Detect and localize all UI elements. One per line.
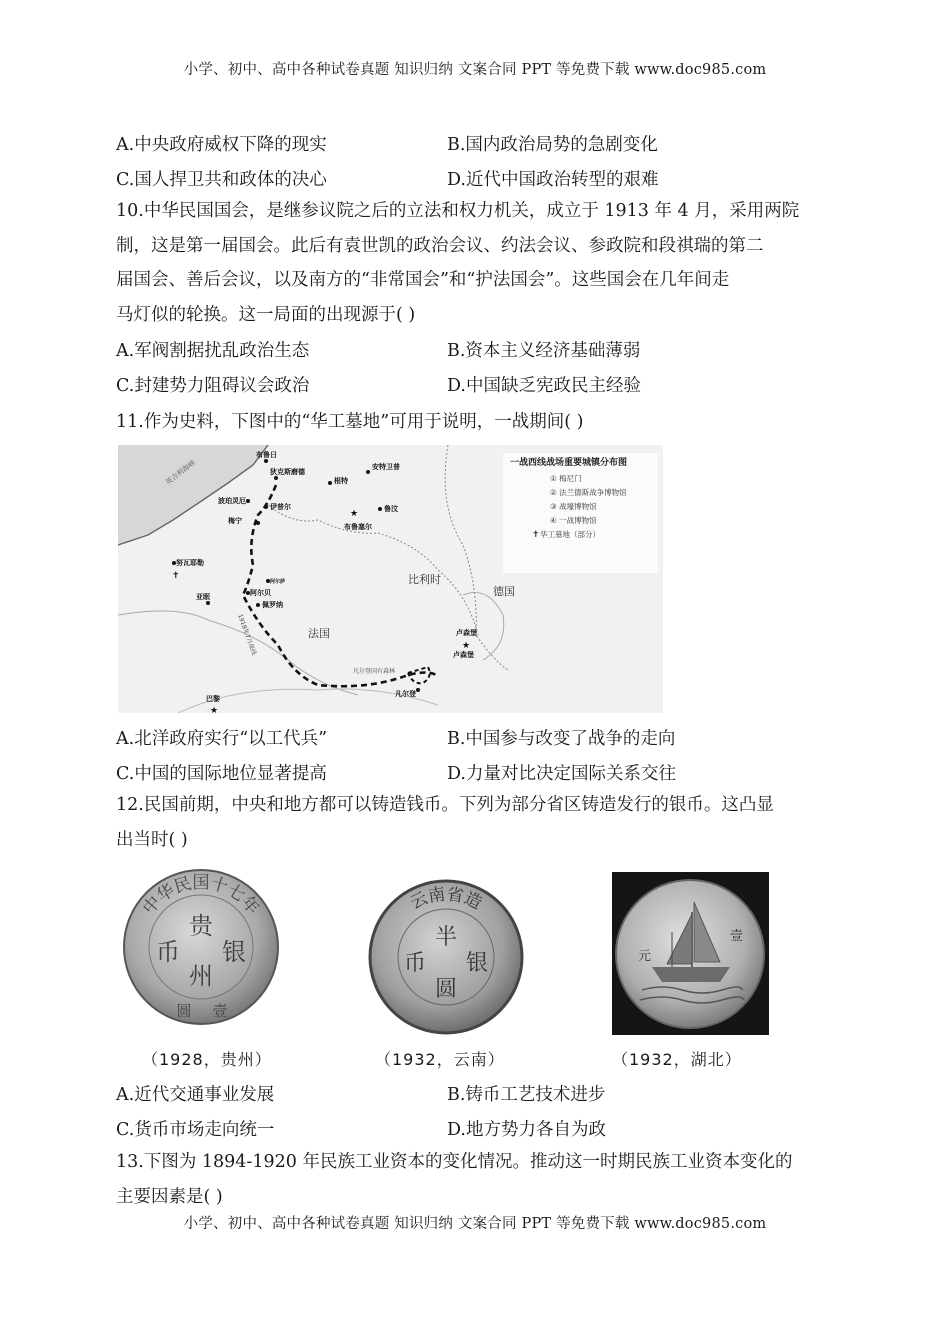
coin-character: 壹 (730, 929, 744, 944)
capital-star: ★ (350, 509, 359, 519)
q10-stem-line: 制，这是第一届国会。此后有袁世凯的政治会议、约法会议、参政院和段祺瑞的第二 (116, 235, 764, 256)
q9-option-a[interactable]: A.中央政府威权下降的现实 (116, 135, 327, 155)
city-label: 波珀灵厄 (218, 497, 246, 505)
q10-stem-line: 马灯似的轮换。这一局面的出现源于( ) (116, 304, 416, 325)
city-label: 布鲁日 (256, 451, 277, 459)
q11-option-a[interactable]: A.北洋政府实行“以工代兵” (116, 729, 328, 749)
q13-stem-line: 主要因素是( ) (116, 1186, 223, 1207)
coin-character: 州 (189, 962, 213, 990)
q10-stem-line: 10.中华民国国会，是继参议院之后的立法和权力机关，成立于 1913 年 4 月，采用两院 (116, 201, 800, 221)
coin-guizhou-image (122, 868, 280, 1026)
q10-stem-line: 届国会、善后会议，以及南方的“非常国会”和“护法国会”。这些国会在几年间走 (116, 270, 730, 290)
grave-icon: ✝ (172, 571, 180, 581)
coin-hubei-frame (612, 872, 769, 1035)
city-label: 卢森堡 (456, 629, 477, 637)
city-dot (274, 476, 278, 480)
legend-item: ① 梅尼门 (550, 474, 582, 483)
legend-box (503, 453, 658, 573)
coin-hubei-image (612, 872, 769, 1035)
region-label-belgium: 比利时 (408, 573, 441, 586)
coin-character: 圆 (434, 977, 458, 1002)
page-header: 小学、初中、高中各种试卷真题 知识归纳 文案合同 PPT 等免费下载 www.doc985.com (183, 62, 767, 78)
q13-stem-line: 13.下图为 1894-1920 年民族工业资本的变化情况。推动这一时期民族工业资本变化的 (116, 1152, 793, 1172)
city-dot (416, 688, 420, 692)
q10-option-a[interactable]: A.军阀割据扰乱政治生态 (116, 341, 310, 361)
q12-stem-line: 出当时( ) (116, 829, 188, 850)
front-line-label: 1918年7月战线 (236, 613, 258, 657)
coin-inscription: 中华民国十七年 (139, 873, 263, 919)
q12-stem-line: 12.民国前期，中央和地方都可以铸造钱币。下列为部分省区铸造发行的银币。这凸显 (116, 795, 774, 815)
q12-option-d[interactable]: D.地方势力各自为政 (447, 1120, 606, 1140)
coin-character: 币 (156, 938, 180, 966)
border-line (268, 505, 478, 635)
q9-option-b[interactable]: B.国内政治局势的急剧变化 (447, 135, 658, 155)
coin-character: 元 (638, 949, 652, 964)
city-label: 巴黎 (206, 695, 220, 703)
coin-character: 壹 (212, 1002, 228, 1020)
q11-option-b[interactable]: B.中国参与改变了战争的走向 (447, 729, 676, 749)
coin-inscription: 云南省造 (407, 884, 485, 914)
legend-item: ③ 战壕博物馆 (550, 502, 597, 511)
q9-option-c[interactable]: C.国人捍卫共和政体的决心 (116, 170, 327, 190)
q12-option-b[interactable]: B.铸币工艺技术进步 (447, 1085, 606, 1105)
city-dot (264, 459, 268, 463)
city-label: 阿尔贝 (250, 589, 271, 597)
region-label-germany: 德国 (493, 585, 515, 598)
coin-caption-yunnan: （1932，云南） (375, 1050, 505, 1069)
q11-stem: 11.作为史料，下图中的“华工墓地”可用于说明，一战期间( ) (116, 412, 584, 432)
forest-label: 凡尔登国有森林 (353, 668, 396, 675)
q11-option-c[interactable]: C.中国的国际地位显著提高 (116, 764, 327, 784)
city-label: 凡尔登 (395, 690, 416, 698)
page-footer: 小学、初中、高中各种试卷真题 知识归纳 文案合同 PPT 等免费下载 www.doc985.com (183, 1216, 767, 1232)
q12-option-a[interactable]: A.近代交通事业发展 (116, 1085, 275, 1105)
legend-item: ④ 一战博物馆 (550, 516, 597, 525)
coin-yunnan-image (367, 878, 525, 1036)
city-label: 安特卫普 (372, 463, 400, 471)
q10-option-b[interactable]: B.资本主义经济基础薄弱 (447, 341, 641, 361)
coin-character: 贵 (189, 912, 213, 940)
q10-option-c[interactable]: C.封建势力阻碍议会政治 (116, 376, 310, 396)
city-dot (328, 481, 332, 485)
coin-character: 币 (403, 951, 427, 976)
coin-caption-hubei: （1932，湖北） (612, 1050, 742, 1069)
city-label: 鲁汶 (384, 505, 398, 513)
city-dot (206, 601, 210, 605)
sea-label: 英吉利海峡 (164, 458, 197, 487)
river (118, 611, 358, 695)
city-dot (378, 507, 382, 511)
city-label: 狄克斯磨德 (270, 468, 305, 476)
q10-stem (116, 194, 836, 332)
q10-option-d[interactable]: D.中国缺乏宪政民主经验 (447, 376, 641, 396)
map-title: 一战西线战场重要城镇分布图 (510, 458, 628, 468)
q13-stem (116, 1145, 836, 1214)
city-label: 努瓦耶勒 (176, 559, 204, 567)
city-label: 伊普尔 (270, 503, 291, 511)
western-front-map (118, 445, 663, 713)
city-label: 梅宁 (228, 517, 242, 525)
q12-stem (116, 788, 836, 857)
coin-character: 半 (434, 925, 458, 950)
legend-item: 华工墓地（部分） (540, 530, 600, 539)
grave-icon: ✝ (532, 530, 540, 540)
capital-star: ★ (210, 706, 219, 713)
city-label: 阿尔萨 (270, 579, 286, 585)
coin-caption-guizhou: （1928，贵州） (142, 1050, 272, 1069)
city-label: 布鲁塞尔 (344, 523, 372, 531)
city-label: 卢森堡 (453, 651, 474, 659)
region-label-france: 法国 (308, 627, 330, 640)
coin-character: 银 (465, 951, 489, 976)
city-label: 根特 (334, 477, 348, 485)
q9-option-d[interactable]: D.近代中国政治转型的艰难 (447, 170, 659, 190)
city-dot (366, 470, 370, 474)
city-dot (256, 603, 260, 607)
q12-option-c[interactable]: C.货币市场走向统一 (116, 1120, 275, 1140)
city-dot (256, 521, 260, 525)
city-label: 佩罗纳 (262, 601, 283, 609)
legend-item: ② 法兰德斯战争博物馆 (550, 488, 627, 497)
capital-star: ★ (462, 641, 471, 651)
city-dot (264, 505, 268, 509)
q11-option-d[interactable]: D.力量对比决定国际关系交往 (447, 764, 676, 784)
city-dot (246, 499, 250, 503)
coin-character: 银 (222, 938, 246, 966)
city-label: 亚眠 (196, 593, 210, 601)
coin-character: 圆 (176, 1002, 192, 1020)
sea-area (118, 445, 268, 545)
